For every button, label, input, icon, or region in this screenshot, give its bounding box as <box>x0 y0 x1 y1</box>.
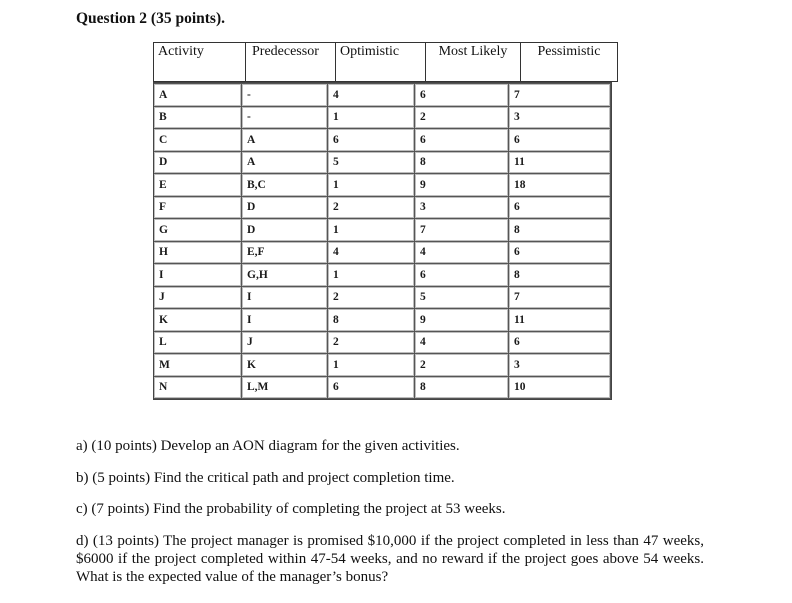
cell-pessimistic: 6 <box>509 129 611 152</box>
cell-activity: J <box>154 287 242 310</box>
cell-pessimistic: 3 <box>509 107 611 130</box>
table-row <box>154 264 611 287</box>
table-row <box>154 332 611 355</box>
cell-predecessor: A <box>242 152 328 175</box>
cell-most-likely: 5 <box>415 287 509 310</box>
cell-optimistic: 1 <box>328 219 415 242</box>
table-row <box>154 377 611 400</box>
cell-optimistic: 4 <box>328 242 415 265</box>
cell-predecessor: K <box>242 354 328 377</box>
table-row <box>154 219 611 242</box>
cell-predecessor: - <box>242 83 328 107</box>
cell-most-likely: 7 <box>415 219 509 242</box>
table-row <box>154 287 611 310</box>
table-row <box>154 174 611 197</box>
cell-pessimistic: 6 <box>509 242 611 265</box>
cell-pessimistic: 8 <box>509 264 611 287</box>
header-activity: Activity <box>154 43 246 82</box>
cell-predecessor: I <box>242 287 328 310</box>
header-most-likely: Most Likely <box>426 43 521 82</box>
cell-optimistic: 1 <box>328 107 415 130</box>
cell-optimistic: 6 <box>328 377 415 400</box>
question-c: c) (7 points) Find the probability of completing the project at 53 weeks. <box>76 501 506 517</box>
header-row <box>154 43 618 82</box>
cell-activity: E <box>154 174 242 197</box>
table-row <box>154 309 611 332</box>
cell-most-likely: 8 <box>415 377 509 400</box>
cell-predecessor: G,H <box>242 264 328 287</box>
header-table <box>153 42 618 82</box>
header-pessimistic: Pessimistic <box>521 43 618 82</box>
cell-pessimistic: 7 <box>509 83 611 107</box>
question-title: Question 2 (35 points). <box>76 10 225 27</box>
header-optimistic: Optimistic <box>336 43 426 82</box>
cell-pessimistic: 3 <box>509 354 611 377</box>
cell-activity: H <box>154 242 242 265</box>
cell-most-likely: 4 <box>415 332 509 355</box>
cell-pessimistic: 10 <box>509 377 611 400</box>
cell-activity: L <box>154 332 242 355</box>
cell-most-likely: 8 <box>415 152 509 175</box>
table-row <box>154 197 611 220</box>
cell-pessimistic: 7 <box>509 287 611 310</box>
cell-predecessor: B,C <box>242 174 328 197</box>
question-a: a) (10 points) Develop an AON diagram for the given activities. <box>76 438 460 454</box>
cell-activity: D <box>154 152 242 175</box>
table-row <box>154 354 611 377</box>
cell-pessimistic: 6 <box>509 197 611 220</box>
cell-predecessor: L,M <box>242 377 328 400</box>
table-row <box>154 152 611 175</box>
activity-table-body <box>154 83 611 399</box>
cell-most-likely: 3 <box>415 197 509 220</box>
header-predecessor: Predecessor <box>246 43 336 82</box>
cell-pessimistic: 18 <box>509 174 611 197</box>
cell-most-likely: 6 <box>415 83 509 107</box>
cell-optimistic: 1 <box>328 174 415 197</box>
cell-pessimistic: 11 <box>509 309 611 332</box>
table-row <box>154 242 611 265</box>
cell-predecessor: I <box>242 309 328 332</box>
table-row <box>154 107 611 130</box>
cell-most-likely: 4 <box>415 242 509 265</box>
cell-optimistic: 8 <box>328 309 415 332</box>
cell-predecessor: A <box>242 129 328 152</box>
cell-activity: G <box>154 219 242 242</box>
table-row <box>154 83 611 107</box>
cell-activity: B <box>154 107 242 130</box>
cell-activity: C <box>154 129 242 152</box>
cell-pessimistic: 11 <box>509 152 611 175</box>
cell-predecessor: J <box>242 332 328 355</box>
cell-pessimistic: 8 <box>509 219 611 242</box>
cell-most-likely: 9 <box>415 309 509 332</box>
cell-predecessor: D <box>242 197 328 220</box>
cell-optimistic: 4 <box>328 83 415 107</box>
cell-predecessor: - <box>242 107 328 130</box>
cell-predecessor: E,F <box>242 242 328 265</box>
cell-optimistic: 2 <box>328 197 415 220</box>
cell-most-likely: 2 <box>415 107 509 130</box>
cell-predecessor: D <box>242 219 328 242</box>
cell-optimistic: 2 <box>328 332 415 355</box>
cell-activity: I <box>154 264 242 287</box>
cell-activity: M <box>154 354 242 377</box>
cell-most-likely: 9 <box>415 174 509 197</box>
cell-optimistic: 5 <box>328 152 415 175</box>
cell-most-likely: 6 <box>415 129 509 152</box>
table-row <box>154 129 611 152</box>
cell-optimistic: 1 <box>328 264 415 287</box>
cell-optimistic: 1 <box>328 354 415 377</box>
cell-activity: K <box>154 309 242 332</box>
cell-pessimistic: 6 <box>509 332 611 355</box>
activity-table <box>153 82 612 400</box>
cell-optimistic: 2 <box>328 287 415 310</box>
question-b: b) (5 points) Find the critical path and project completion time. <box>76 470 455 486</box>
question-d: d) (13 points) The project manager is promised $10,000 if the project completed in less than 47 weeks, $6000 if the project completed within 47-54 weeks, and no reward if the project goes above 54 weeks. What is the expected value of the manager’s bonus? <box>76 533 704 585</box>
cell-activity: A <box>154 83 242 107</box>
cell-most-likely: 2 <box>415 354 509 377</box>
cell-activity: N <box>154 377 242 400</box>
cell-most-likely: 6 <box>415 264 509 287</box>
cell-activity: F <box>154 197 242 220</box>
cell-optimistic: 6 <box>328 129 415 152</box>
